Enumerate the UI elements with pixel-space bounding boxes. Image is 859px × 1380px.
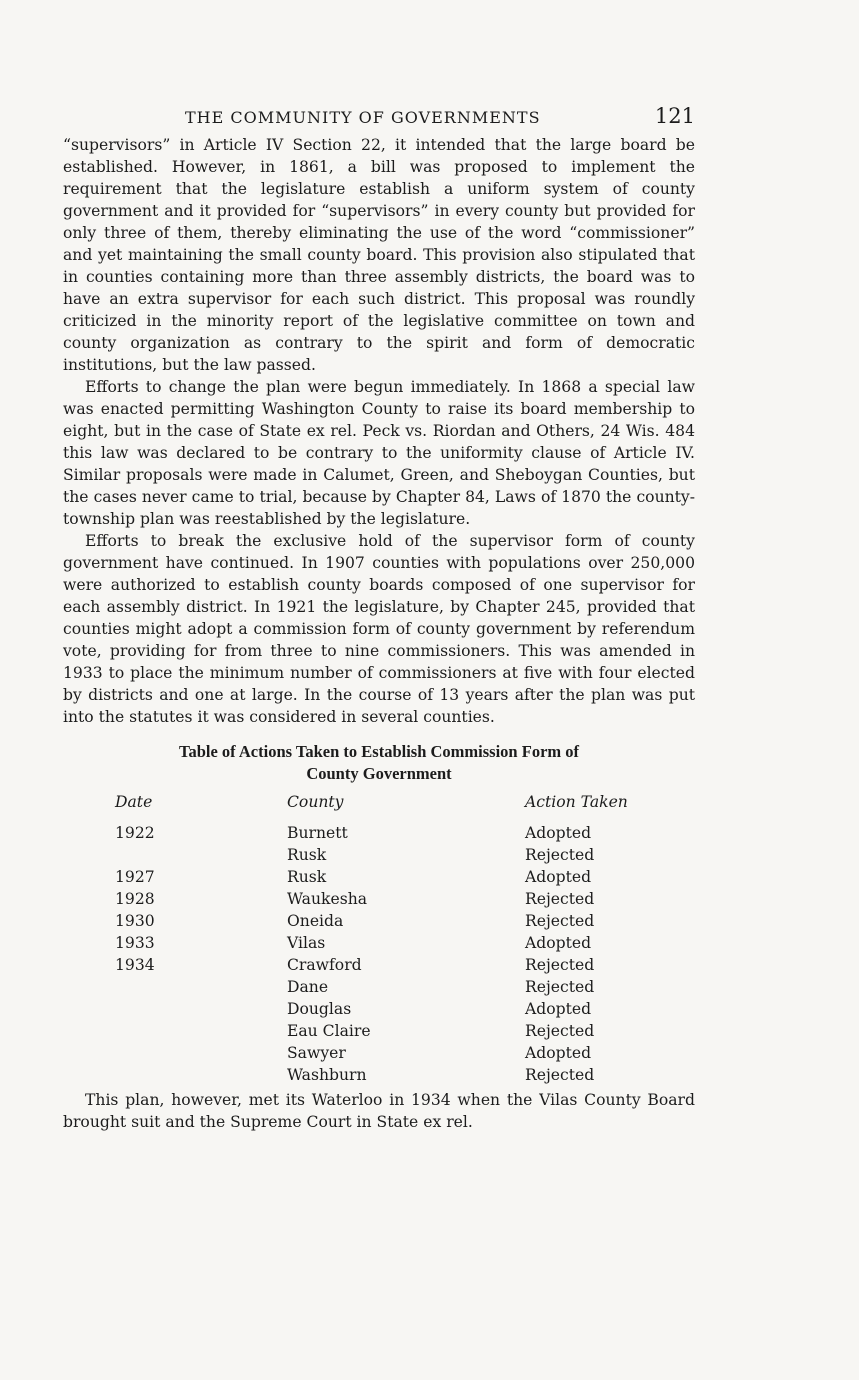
cell-county: Crawford xyxy=(287,956,362,974)
table-row xyxy=(63,846,695,868)
cell-action: Adopted xyxy=(525,1000,592,1018)
cell-action: Adopted xyxy=(525,868,592,886)
paragraph-continued: “supervisors” in Article IV Section 22, it intended that the large board be established. However, in 1861, a bill was proposed to implement the requirement that the legislature establish a uniform system of county government and it provided for “supervisors” in every county but provided for only three of them, thereby eliminating the use of the word “commissioner” and yet maintaining the small county board. This provision also stipulated that in counties containing more than three assembly districts, the board was to have an extra supervisor for each such district. This proposal was roundly criticized in the minority report of the legislative committee on town and county organization as contrary to the spirit and form of democratic institutions, but the law passed. xyxy=(63,136,695,374)
cell-date: 1928 xyxy=(115,890,155,908)
cell-action: Rejected xyxy=(525,890,595,908)
cell-county: Dane xyxy=(287,978,329,996)
actions-table xyxy=(63,793,695,1088)
book-page xyxy=(63,104,695,1133)
cell-action: Adopted xyxy=(525,934,592,952)
table-title xyxy=(63,741,695,785)
cell-county: Douglas xyxy=(287,1000,352,1018)
cell-action: Rejected xyxy=(525,978,595,996)
cell-action: Rejected xyxy=(525,912,595,930)
table-row xyxy=(63,824,695,846)
cell-county: Burnett xyxy=(287,824,348,842)
cell-action: Rejected xyxy=(525,1022,595,1040)
column-header-date: Date xyxy=(115,793,153,811)
cell-date: 1930 xyxy=(115,912,155,930)
cell-action: Adopted xyxy=(525,1044,592,1062)
cell-date: 1927 xyxy=(115,868,155,886)
cell-county: Rusk xyxy=(287,846,327,864)
table-row xyxy=(63,978,695,1000)
cell-action: Rejected xyxy=(525,846,595,864)
table-row xyxy=(63,912,695,934)
cell-date: 1934 xyxy=(115,956,155,974)
cell-county: Eau Claire xyxy=(287,1022,371,1040)
table-row xyxy=(63,890,695,912)
cell-county: Rusk xyxy=(287,868,327,886)
cell-action: Rejected xyxy=(525,1066,595,1084)
table-row xyxy=(63,1044,695,1066)
paragraph-efforts-to-change: Efforts to change the plan were begun immediately. In 1868 a special law was enacted permitting Washington County to raise its board membership to eight, but in the case of State ex rel. Peck vs. Riordan and Others, 24 Wis. 484 this law was declared to be contrary to the uniformity clause of Article IV. Similar proposals were made in Calumet, Green, and Sheboygan Counties, but the cases never came to trial, because by Chapter 84, Laws of 1870 the county-township plan was reestablished by the legislature. xyxy=(63,378,695,528)
cell-county: Waukesha xyxy=(287,890,368,908)
cell-action: Adopted xyxy=(525,824,592,842)
cell-date: 1922 xyxy=(115,824,155,842)
cell-county: Vilas xyxy=(287,934,326,952)
table-title-line-2: County Government xyxy=(306,764,452,783)
column-header-county: County xyxy=(287,793,344,811)
running-title: THE COMMUNITY OF GOVERNMENTS xyxy=(185,108,541,127)
cell-county: Oneida xyxy=(287,912,344,930)
table-header-row xyxy=(63,793,695,815)
cell-date: 1933 xyxy=(115,934,155,952)
table-row xyxy=(63,1022,695,1044)
column-header-action: Action Taken xyxy=(525,793,628,811)
table-title-line-1: Table of Actions Taken to Establish Commission Form of xyxy=(178,742,580,761)
table-row xyxy=(63,934,695,956)
table-row xyxy=(63,956,695,978)
table-row xyxy=(63,1000,695,1022)
table-row xyxy=(63,1066,695,1088)
page-number: 121 xyxy=(654,104,695,128)
paragraph-efforts-to-break: Efforts to break the exclusive hold of the supervisor form of county government have continued. In 1907 counties with populations over 250,000 were authorized to establish county boards composed of one supervisor for each assembly district. In 1921 the legislature, by Chapter 245, provided that counties might adopt a commission form of county government by referendum vote, providing for from three to nine commissioners. This was amended in 1933 to place the minimum number of commissioners at five with four elected by districts and one at large. In the course of 13 years after the plan was put into the statutes it was considered in several counties. xyxy=(63,532,695,726)
table-row xyxy=(63,868,695,890)
cell-action: Rejected xyxy=(525,956,595,974)
cell-county: Sawyer xyxy=(287,1044,346,1062)
cell-county: Washburn xyxy=(287,1066,367,1084)
paragraph-waterloo: This plan, however, met its Waterloo in 1934 when the Vilas County Board brought suit and the Supreme Court in State ex rel. xyxy=(63,1091,695,1131)
running-head xyxy=(63,104,695,134)
